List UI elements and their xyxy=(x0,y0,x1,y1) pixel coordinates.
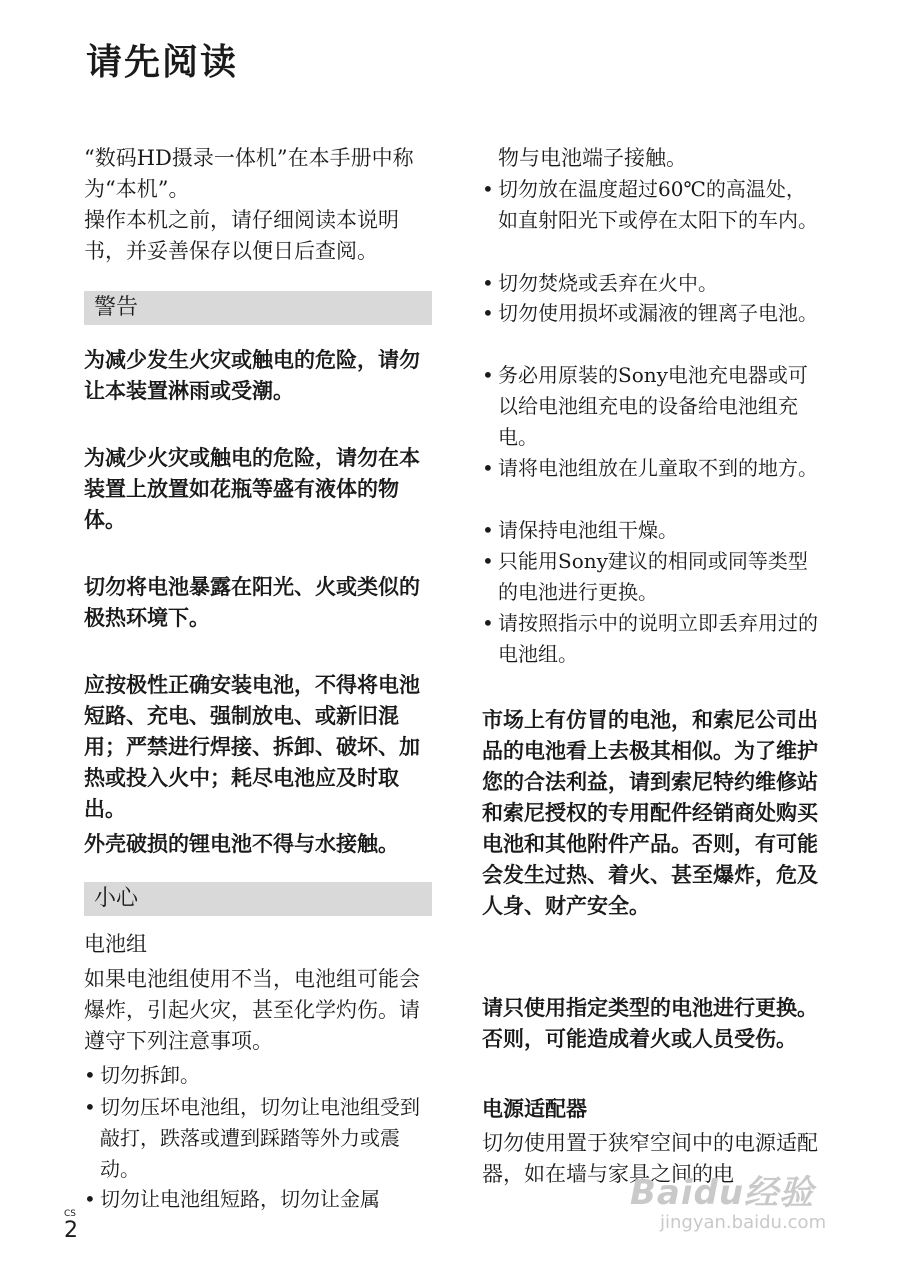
list-item: • 切勿压坏电池组，切勿让电池组受到敲打，跌落或遭到踩踏等外力或震动。 xyxy=(84,1092,424,1185)
list-item: • 请保持电池组干燥。 xyxy=(482,515,822,546)
list-item: • 切勿让电池组短路，切勿让金属 xyxy=(84,1184,424,1215)
list-item: • 切勿拆卸。 xyxy=(84,1060,424,1091)
list-item: • 务必用原装的Sony电池充电器或可以给电池组充电的设备给电池组充电。 xyxy=(482,360,822,453)
watermark-logo: Baidu经验 xyxy=(630,1173,815,1213)
warning-text: 为减少发生火灾或触电的危险，请勿让本装置淋雨或受潮。 xyxy=(84,348,420,403)
page-number: 2 xyxy=(64,1218,78,1243)
adapter-heading: 电源适配器 xyxy=(482,1097,587,1121)
list-item-continuation: 物与电池端子接触。 xyxy=(498,146,687,170)
intro-paragraph-2: 操作本机之前，请仔细阅读本说明书，并妥善保存以便日后查阅。 xyxy=(84,208,399,263)
warning-text: 外壳破损的锂电池不得与水接触。 xyxy=(84,832,399,856)
replacement-notice: 请只使用指定类型的电池进行更换。否则，可能造成着火或人员受伤。 xyxy=(482,996,818,1051)
warning-text: 为减少火灾或触电的危险，请勿在本装置上放置如花瓶等盛有液体的物体。 xyxy=(84,446,420,532)
intro-paragraph: “数码HD摄录一体机”在本手册中称为“本机”。 xyxy=(84,146,414,201)
adapter-text: 切勿使用置于狭窄空间中的电源适配器，如在墙与家具之间的电 xyxy=(482,1131,818,1186)
list-item: • 切勿放在温度超过60℃的高温处，如直射阳光下或停在太阳下的车内。 xyxy=(482,174,822,236)
list-item: • 切勿使用损坏或漏液的锂离子电池。 xyxy=(482,298,822,329)
list-item: • 只能用Sony建议的相同或同等类型的电池进行更换。 xyxy=(482,546,822,608)
battery-heading: 电池组 xyxy=(84,932,147,956)
warning-text: 切勿将电池暴露在阳光、火或类似的极热环境下。 xyxy=(84,575,420,630)
list-item: • 请将电池组放在儿童取不到的地方。 xyxy=(482,453,822,484)
warning-text: 应按极性正确安装电池，不得将电池短路、充电、强制放电、或新旧混用；严禁进行焊接、拆卸、破坏、加热或投入火中；耗尽电池应及时取出。 xyxy=(84,673,420,821)
list-item: • 切勿焚烧或丢弃在火中。 xyxy=(482,268,822,299)
battery-intro: 如果电池组使用不当，电池组可能会爆炸，引起火灾，甚至化学灼伤。请遵守下列注意事项。 xyxy=(84,967,420,1053)
list-item: • 请按照指示中的说明立即丢弃用过的电池组。 xyxy=(482,608,822,670)
counterfeit-notice: 市场上有仿冒的电池，和索尼公司出品的电池看上去极其相似。为了维护您的合法利益，请到索尼特约维修站和索尼授权的专用配件经销商处购买电池和其他附件产品。否则，有可能会发生过热、着火、甚至爆炸，危及人身、财产安全。 xyxy=(482,708,818,918)
page-title: 请先阅读 xyxy=(86,42,239,83)
caution-header: 小心 xyxy=(84,882,432,916)
page-language-tag: CS xyxy=(64,1209,76,1219)
warning-header: 警告 xyxy=(84,291,432,325)
watermark-url: jingyan.baidu.com xyxy=(660,1212,827,1233)
